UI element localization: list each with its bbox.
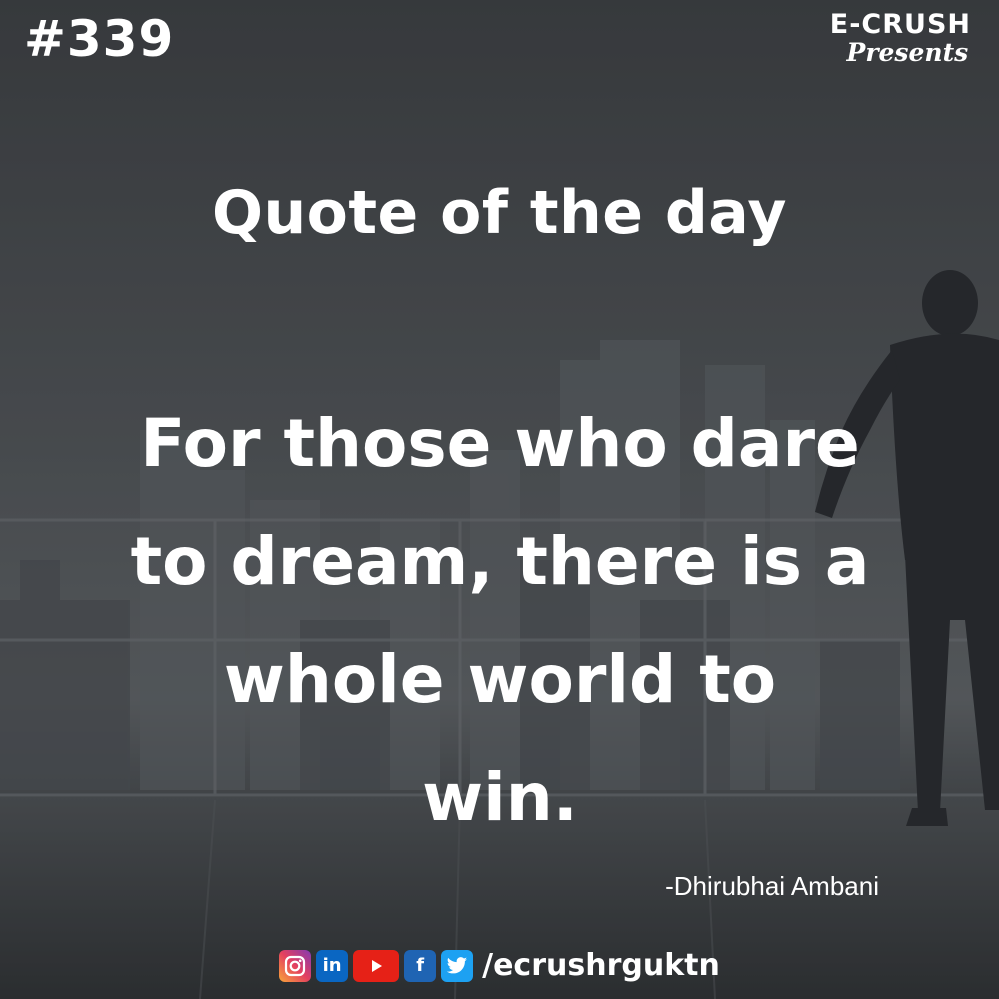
quote-line: to dream, there is a [130, 523, 870, 600]
instagram-glyph [284, 955, 306, 977]
youtube-icon[interactable] [353, 950, 399, 982]
play-glyph [367, 957, 385, 975]
quote-line: For those who dare [140, 405, 860, 482]
quote-author: -Dhirubhai Ambani [665, 871, 879, 901]
quote-text [80, 385, 920, 857]
twitter-icon[interactable] [441, 950, 473, 982]
quote-line: win. [422, 759, 578, 836]
facebook-icon[interactable]: f [404, 950, 436, 982]
bird-glyph [446, 956, 468, 976]
quote-line: whole world to [223, 641, 777, 718]
issue-number: #339 [24, 10, 175, 68]
brand-name: E-CRUSH [829, 9, 971, 40]
page-title: Quote of the day [211, 178, 788, 248]
brand-tagline: Presents [846, 38, 969, 67]
social-handle[interactable]: /ecrushrguktn [482, 948, 720, 983]
social-links [0, 948, 999, 983]
brand-logo [830, 10, 971, 66]
instagram-icon[interactable] [279, 950, 311, 982]
linkedin-icon[interactable]: in [316, 950, 348, 982]
